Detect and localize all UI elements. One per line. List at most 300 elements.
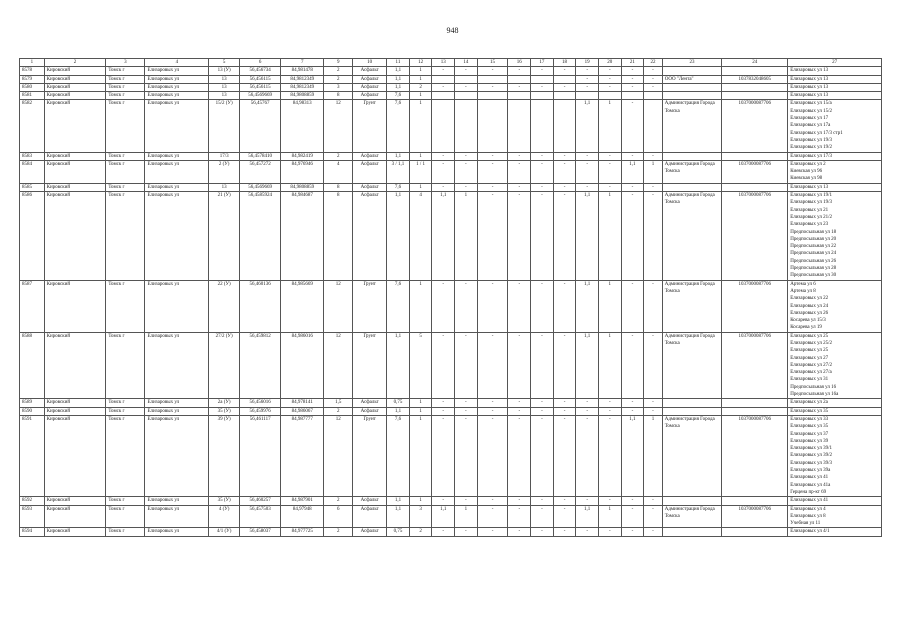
address-item: Елизаровых ул 13 (790, 76, 829, 82)
table-cell: 12 (324, 100, 353, 152)
table-row (20, 415, 882, 496)
address-item: Елизаровых ул 39 (790, 438, 829, 444)
table-cell (553, 75, 576, 83)
table-cell (432, 92, 455, 100)
table-cell: 3 (409, 505, 432, 528)
table-cell (722, 67, 788, 75)
table-cell: 12 (324, 332, 353, 399)
table-cell (531, 92, 554, 100)
table-cell: - (621, 505, 644, 528)
address-item: Елизаровых ул 35 (790, 408, 829, 414)
table-cell: 12 (324, 415, 353, 496)
table-cell: - (621, 152, 644, 160)
table-cell: 2 (У) (209, 160, 240, 183)
table-cell: 56,456734 (240, 67, 281, 75)
table-cell: 1 (409, 280, 432, 332)
table-cell: - (477, 497, 508, 505)
table-cell: 1037000087706 (722, 415, 788, 496)
address-list-cell (788, 83, 882, 91)
table-cell: - (553, 497, 576, 505)
table-cell: - (455, 67, 478, 75)
table-cell: - (455, 152, 478, 160)
table-cell: - (432, 399, 455, 407)
table-cell: 2 (324, 407, 353, 415)
table-cell: - (553, 505, 576, 528)
table-cell: - (576, 152, 599, 160)
address-item: Учебная ул 11 (790, 521, 821, 527)
table-cell: Асфальт (353, 192, 387, 281)
table-cell: - (455, 160, 478, 183)
table-cell: - (644, 505, 663, 528)
address-item: Елизаровых ул 41а (790, 482, 831, 488)
table-cell: 56,460257 (240, 497, 281, 505)
table-cell: - (477, 399, 508, 407)
address-item: Елизаровых ул 35 (790, 424, 829, 430)
table-cell: - (621, 67, 644, 75)
address-item: Елизаровых ул 23 (790, 222, 829, 228)
table-cell (531, 100, 554, 152)
table-cell: - (477, 505, 508, 528)
table-row (20, 497, 882, 505)
table-cell: - (621, 83, 644, 91)
table-cell: ООО "Лента" (662, 75, 722, 83)
address-item: Елизаровых ул 41 (790, 498, 829, 504)
table-cell: - (644, 280, 663, 332)
table-cell: 8586 (20, 192, 45, 281)
table-cell: - (477, 407, 508, 415)
table-cell: - (477, 332, 508, 399)
table-cell: Кировский (44, 83, 106, 91)
table-cell: 1 (409, 415, 432, 496)
table-cell: Администрация Города Томска (662, 332, 722, 399)
column-header: 22 (644, 59, 663, 67)
table-cell (432, 75, 455, 83)
column-header: 4 (145, 59, 209, 67)
table-cell: Асфальт (353, 407, 387, 415)
address-list-cell (788, 332, 882, 399)
table-cell: - (508, 280, 531, 332)
table-cell: - (644, 497, 663, 505)
table-cell: 8592 (20, 497, 45, 505)
table-row (20, 528, 882, 536)
table-cell: - (432, 497, 455, 505)
table-cell: 39 (У) (209, 415, 240, 496)
table-cell: Елизаровых ул (145, 407, 209, 415)
table-cell: - (432, 83, 455, 91)
table-cell: 1 (598, 332, 621, 399)
column-header: 24 (722, 59, 788, 67)
table-cell: 56,459976 (240, 407, 281, 415)
table-cell (576, 92, 599, 100)
table-cell: 1,1 (621, 160, 644, 183)
table-cell: - (477, 83, 508, 91)
address-item: Елизаровых ул 26 (790, 310, 829, 316)
address-item: Елизаровых ул 27/а (790, 370, 832, 376)
table-cell: Томск г (106, 152, 145, 160)
table-cell: 13 (209, 183, 240, 191)
column-header: 27 (788, 59, 882, 67)
table-cell: 1037000087706 (722, 100, 788, 152)
table-row (20, 83, 882, 91)
column-header: 20 (598, 59, 621, 67)
table-cell: 8589 (20, 399, 45, 407)
table-cell (644, 92, 663, 100)
table-cell: - (621, 407, 644, 415)
table-cell: 2 (409, 528, 432, 536)
address-item: Киевская ул 96 (790, 169, 823, 175)
table-cell: 1,1 (387, 75, 410, 83)
table-cell: 2 (324, 528, 353, 536)
table-cell: Кировский (44, 75, 106, 83)
table-cell: 8591 (20, 415, 45, 496)
address-list-cell (788, 152, 882, 160)
address-item: Предпосыльная ул 30 (790, 273, 837, 279)
table-row (20, 160, 882, 183)
table-cell: 1 (644, 415, 663, 496)
table-row (20, 67, 882, 75)
column-header: 2 (44, 59, 106, 67)
table-cell: 1 (598, 280, 621, 332)
table-cell (455, 92, 478, 100)
address-item: Елизаровых ул 39/2 (790, 453, 833, 459)
table-cell: - (477, 67, 508, 75)
table-cell: Кировский (44, 183, 106, 191)
table-cell: 1,5 (324, 399, 353, 407)
address-item: Елизаровых ул 13 (790, 68, 829, 74)
table-cell: - (508, 160, 531, 183)
table-cell: Томск г (106, 497, 145, 505)
table-cell: Грунт (353, 100, 387, 152)
table-cell: - (598, 75, 621, 83)
table-cell: - (553, 67, 576, 75)
address-item: Предпосыльная ул 24 (790, 251, 837, 257)
table-cell: 1,1 (621, 415, 644, 496)
table-cell: - (508, 505, 531, 528)
table-cell: - (644, 528, 663, 536)
table-cell: - (531, 528, 554, 536)
table-cell: - (531, 332, 554, 399)
table-cell: Кировский (44, 505, 106, 528)
table-cell (531, 75, 554, 83)
table-cell: - (553, 407, 576, 415)
table-cell: - (553, 192, 576, 281)
table-cell: 8588 (20, 332, 45, 399)
address-list-cell (788, 407, 882, 415)
table-cell: 8587 (20, 280, 45, 332)
table-cell (662, 183, 722, 191)
table-cell: 1,1 (576, 192, 599, 281)
table-cell: - (531, 83, 554, 91)
table-cell: Администрация Города Томска (662, 505, 722, 528)
table-row (20, 407, 882, 415)
table-cell: Елизаровых ул (145, 192, 209, 281)
table-cell: - (553, 83, 576, 91)
table-cell: 84,982419 (281, 152, 324, 160)
table-cell (508, 75, 531, 83)
table-cell: 7,6 (387, 100, 410, 152)
table-cell: - (576, 67, 599, 75)
table-row (20, 92, 882, 100)
table-cell (722, 528, 788, 536)
table-cell: - (644, 83, 663, 91)
table-cell: - (477, 192, 508, 281)
column-header: 19 (576, 59, 599, 67)
table-cell: - (598, 415, 621, 496)
table-cell: Асфальт (353, 75, 387, 83)
table-cell: - (553, 332, 576, 399)
address-item: Предпосыльная ул 22 (790, 244, 837, 250)
address-item: Елизаровых ул 33 (790, 416, 829, 422)
address-item: Елизаровых ул 2 (790, 161, 826, 167)
registry-table (19, 58, 882, 537)
table-cell: Томск г (106, 280, 145, 332)
address-item: Елизаровых ул 4 (790, 506, 826, 512)
table-cell: - (508, 528, 531, 536)
table-cell (432, 100, 455, 152)
address-list-cell (788, 192, 882, 281)
table-cell: 7,6 (387, 415, 410, 496)
table-cell: Томск г (106, 407, 145, 415)
table-cell: 5 (409, 332, 432, 399)
address-item: Елизаровых ул 41 (790, 475, 829, 481)
table-cell: - (553, 160, 576, 183)
address-item: Предпосыльная ул 18 (790, 229, 837, 235)
table-cell: Томск г (106, 83, 145, 91)
address-list-cell (788, 528, 882, 536)
address-item: Елизаровых ул 13 (790, 84, 829, 90)
address-list-cell (788, 92, 882, 100)
table-cell: 1 (409, 100, 432, 152)
table-cell: Кировский (44, 100, 106, 152)
table-cell: - (621, 497, 644, 505)
table-cell: 1 (409, 75, 432, 83)
table-cell: 84,987901 (281, 497, 324, 505)
table-cell (722, 152, 788, 160)
table-row (20, 192, 882, 281)
table-cell: 8594 (20, 528, 45, 536)
table-cell: - (455, 332, 478, 399)
column-header: 3 (106, 59, 145, 67)
table-cell: 1 (409, 407, 432, 415)
table-cell (662, 152, 722, 160)
table-cell (662, 528, 722, 536)
table-cell: - (508, 399, 531, 407)
table-cell: Асфальт (353, 92, 387, 100)
table-cell: Елизаровых ул (145, 528, 209, 536)
table-cell: 1037000087706 (722, 280, 788, 332)
table-cell: 35 (У) (209, 497, 240, 505)
table-cell: Асфальт (353, 497, 387, 505)
table-cell: Томск г (106, 528, 145, 536)
address-list-cell (788, 280, 882, 332)
table-cell: 56,456016 (240, 399, 281, 407)
table-cell: Елизаровых ул (145, 152, 209, 160)
table-cell: - (644, 75, 663, 83)
table-row (20, 332, 882, 399)
table-cell: 2а (У) (209, 399, 240, 407)
table-cell: - (598, 67, 621, 75)
table-cell: 8 (324, 192, 353, 281)
table-cell: - (598, 528, 621, 536)
table-row (20, 152, 882, 160)
table-cell: 8583 (20, 152, 45, 160)
table-cell: Томск г (106, 67, 145, 75)
table-cell: 84,9808859 (281, 92, 324, 100)
table-cell: 2 (324, 67, 353, 75)
table-cell: - (477, 152, 508, 160)
table-cell: 35 (У) (209, 407, 240, 415)
address-item: Елизаровых ул 31 (790, 377, 829, 383)
column-header: 11 (387, 59, 410, 67)
table-cell: - (598, 399, 621, 407)
table-body (20, 67, 882, 536)
table-cell: Елизаровых ул (145, 497, 209, 505)
table-cell: 84,986016 (281, 332, 324, 399)
address-item: Артема ул 8 (790, 288, 816, 294)
table-cell (598, 92, 621, 100)
table-cell: Грунт (353, 332, 387, 399)
table-cell: - (598, 497, 621, 505)
table-cell: - (531, 152, 554, 160)
table-cell: - (477, 415, 508, 496)
table-cell: 12 (324, 280, 353, 332)
address-item: Елизаровых ул 8 (790, 513, 826, 519)
table-cell (722, 183, 788, 191)
table-cell: - (598, 183, 621, 191)
table-cell: Елизаровых ул (145, 75, 209, 83)
table-cell: - (508, 67, 531, 75)
table-cell (722, 407, 788, 415)
address-item: Елизаровых ул 39/3 (790, 460, 833, 466)
address-item: Предпосыльная ул 16а (790, 392, 839, 398)
table-cell: - (455, 407, 478, 415)
table-cell: - (455, 497, 478, 505)
table-cell: - (621, 399, 644, 407)
address-item: Елизаровых ул 21 (790, 207, 829, 213)
address-item: Елизаровых ул 25 (790, 333, 829, 339)
table-cell: Томск г (106, 332, 145, 399)
table-cell: 1 (409, 152, 432, 160)
table-cell: - (455, 280, 478, 332)
table-cell: 84,97948 (281, 505, 324, 528)
table-cell: Асфальт (353, 183, 387, 191)
table-cell: 8582 (20, 100, 45, 152)
table-cell: 8578 (20, 67, 45, 75)
table-cell: - (576, 183, 599, 191)
table-cell: - (644, 183, 663, 191)
table-cell (722, 83, 788, 91)
address-item: Елизаровых ул 24 (790, 303, 829, 309)
table-cell: 1 (455, 192, 478, 281)
table-cell: 1 (409, 92, 432, 100)
address-item: Елизаровых ул 17а (790, 123, 831, 129)
table-cell (644, 100, 663, 152)
table-cell: 1,1 (387, 67, 410, 75)
address-list-cell (788, 505, 882, 528)
table-cell: - (553, 399, 576, 407)
table-cell: Кировский (44, 407, 106, 415)
table-cell: Кировский (44, 192, 106, 281)
table-cell: 22 (У) (209, 280, 240, 332)
table-cell: 8581 (20, 92, 45, 100)
table-cell: 1,1 (387, 152, 410, 160)
table-cell: 1,1 (387, 332, 410, 399)
table-cell: - (477, 280, 508, 332)
address-item: Елизаровых ул 25/2 (790, 340, 833, 346)
table-cell: - (531, 192, 554, 281)
table-cell: 13 (У) (209, 67, 240, 75)
table-cell: Елизаровых ул (145, 160, 209, 183)
table-cell: 1,1 (387, 192, 410, 281)
table-cell (455, 75, 478, 83)
table-cell: - (644, 152, 663, 160)
table-cell: - (644, 192, 663, 281)
table-cell (508, 92, 531, 100)
address-item: Елизаровых ул 4/1 (790, 529, 830, 535)
table-cell: - (455, 183, 478, 191)
table-cell: Елизаровых ул (145, 183, 209, 191)
column-header: 5 (209, 59, 240, 67)
table-cell: Асфальт (353, 399, 387, 407)
table-cell: - (644, 407, 663, 415)
table-cell: Томск г (106, 183, 145, 191)
table-cell: 7,6 (387, 183, 410, 191)
table-cell: Елизаровых ул (145, 92, 209, 100)
address-item: Елизаровых ул 27 (790, 355, 829, 361)
table-row (20, 183, 882, 191)
table-cell: - (508, 183, 531, 191)
table-cell: 2 (324, 152, 353, 160)
table-cell: 56,460136 (240, 280, 281, 332)
table-cell: Томск г (106, 399, 145, 407)
table-cell: - (531, 183, 554, 191)
table-cell: 56,456115 (240, 75, 281, 83)
table-cell: - (432, 332, 455, 399)
table-cell: 56,461117 (240, 415, 281, 496)
table-cell: 27/2 (У) (209, 332, 240, 399)
table-cell: 2 (324, 75, 353, 83)
table-cell: Томск г (106, 100, 145, 152)
table-cell: 8593 (20, 505, 45, 528)
table-cell: 1037000087706 (722, 192, 788, 281)
table-cell: Томск г (106, 160, 145, 183)
table-cell: 17/3 (209, 152, 240, 160)
table-cell: 84,976946 (281, 160, 324, 183)
table-cell (477, 92, 508, 100)
table-cell: 1,1 (387, 497, 410, 505)
page-number: 948 (446, 26, 459, 35)
column-header: 10 (353, 59, 387, 67)
table-cell: 1037000087706 (722, 332, 788, 399)
table-cell: Елизаровых ул (145, 399, 209, 407)
address-item: Елизаровых ул 13 (790, 184, 829, 190)
table-cell: 1 (409, 399, 432, 407)
table-cell (477, 75, 508, 83)
table-cell: - (432, 160, 455, 183)
address-list-cell (788, 75, 882, 83)
table-cell (662, 497, 722, 505)
table-cell: 1,1 (576, 332, 599, 399)
table-cell: - (455, 528, 478, 536)
table-cell: Кировский (44, 67, 106, 75)
table-cell: - (644, 399, 663, 407)
table-cell: - (553, 152, 576, 160)
table-cell: - (621, 183, 644, 191)
table-cell: - (598, 152, 621, 160)
table-cell: - (531, 407, 554, 415)
table-cell: 8585 (20, 183, 45, 191)
table-cell: 84,984687 (281, 192, 324, 281)
